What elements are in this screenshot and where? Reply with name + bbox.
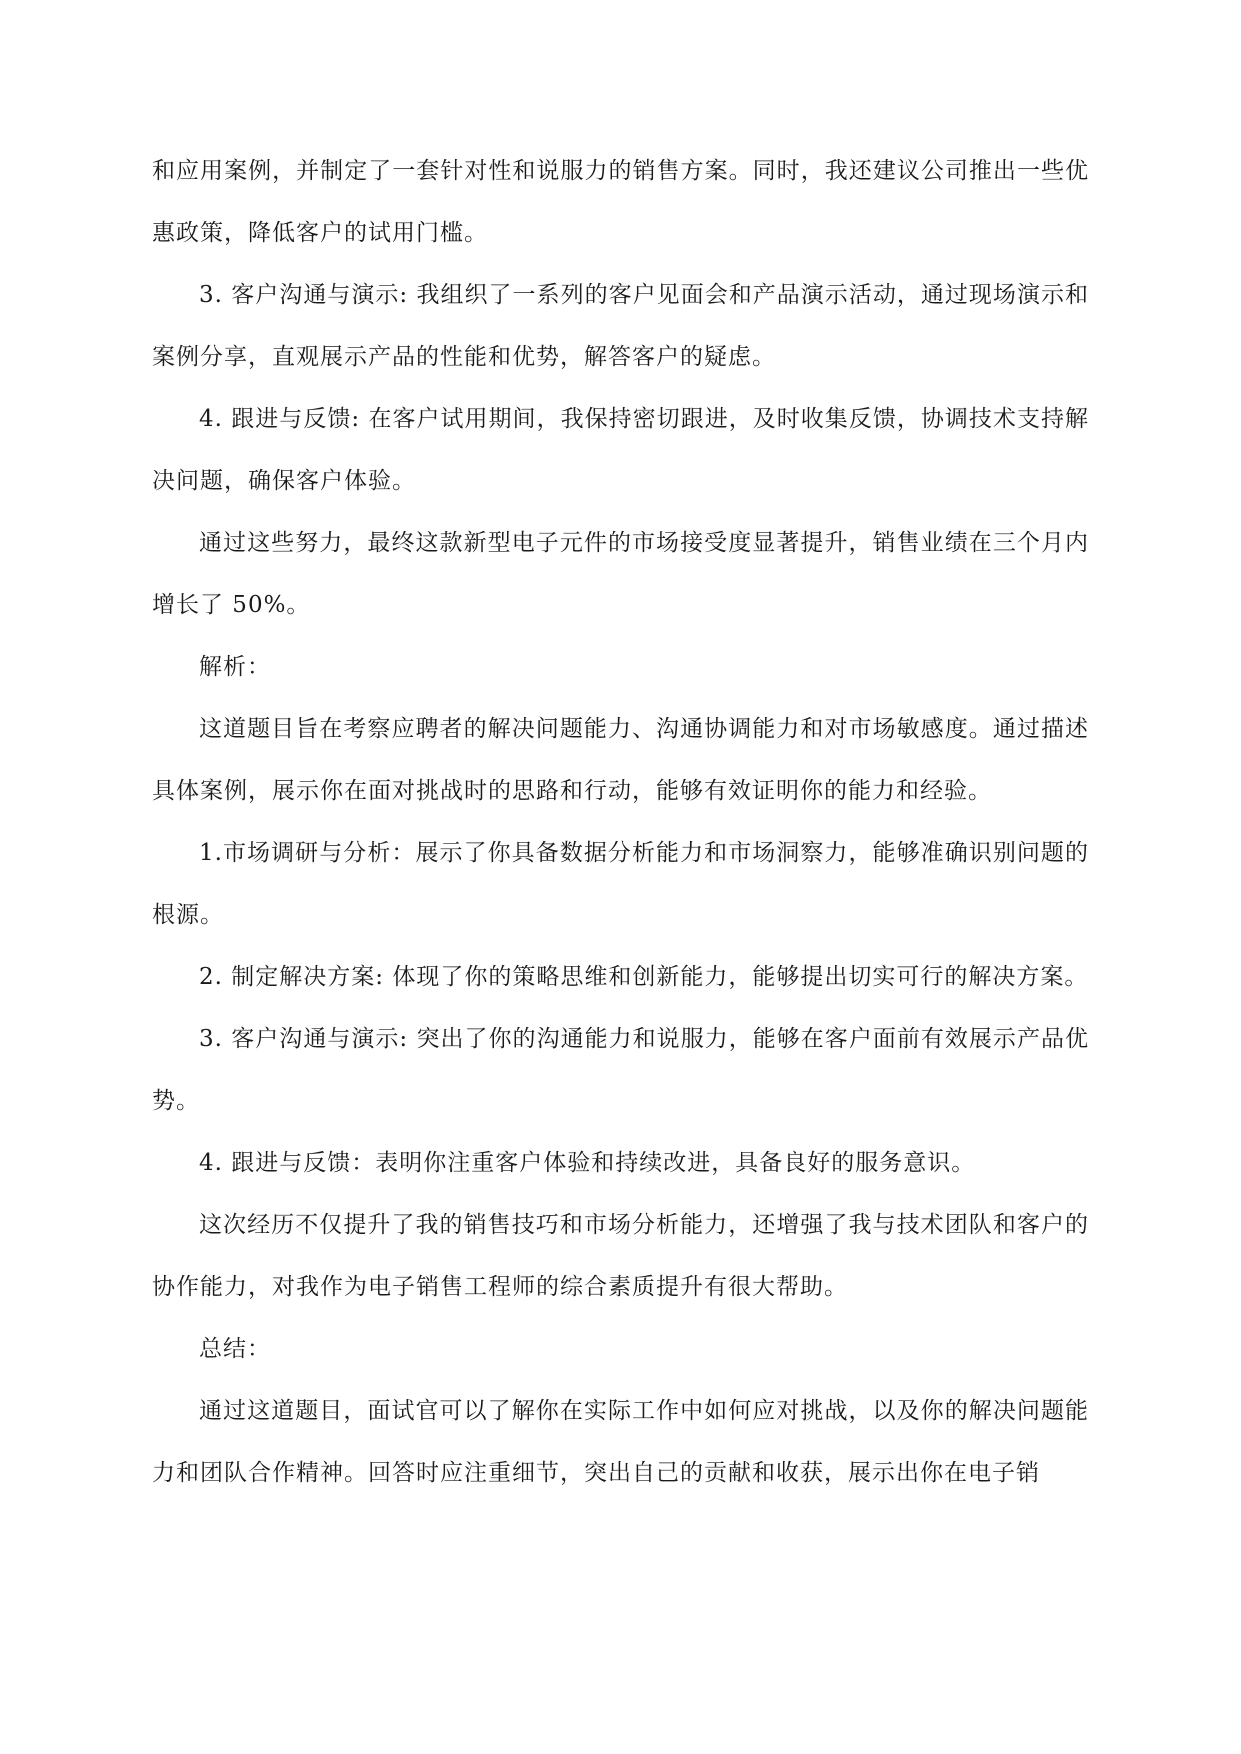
heading-analysis: 解析： <box>199 654 271 680</box>
heading-summary: 总结： <box>199 1336 271 1362</box>
paragraph-analysis-intro: 这道题目旨在考察应聘者的解决问题能力、沟通协调能力和对市场敏感度。通过描述具体案例，展示你在面对挑战时的思路和行动，能够有效证明你的能力和经验。 <box>152 716 1089 804</box>
paragraph-continuation: 和应用案例，并制定了一套针对性和说服力的销售方案。同时，我还建议公司推出一些优惠政策，降低客户的试用门槛。 <box>152 158 1089 246</box>
paragraph-analysis-1: 1.市场调研与分析：展示了你具备数据分析能力和市场洞察力，能够准确识别问题的根源。 <box>152 840 1089 928</box>
paragraph-analysis-2: 2. 制定解决方案: 体现了你的策略思维和创新能力，能够提出切实可行的解决方案。 <box>199 964 1089 990</box>
paragraph-step-3-customer-communication: 3. 客户沟通与演示: 我组织了一系列的客户见面会和产品演示活动，通过现场演示和案例分享，直观展示产品的性能和优势，解答客户的疑虑。 <box>152 282 1089 370</box>
paragraph-outcome: 通过这些努力，最终这款新型电子元件的市场接受度显著提升，销售业绩在三个月内增长了 50%。 <box>152 530 1089 618</box>
paragraph-analysis-3: 3. 客户沟通与演示: 突出了你的沟通能力和说服力，能够在客户面前有效展示产品优势。 <box>152 1026 1089 1114</box>
document-body <box>152 140 1089 1504</box>
paragraph-summary: 通过这道题目，面试官可以了解你在实际工作中如何应对挑战，以及你的解决问题能力和团队合作精神。回答时应注重细节，突出自己的贡献和收获，展示出你在电子销 <box>152 1398 1089 1486</box>
paragraph-analysis-4: 4. 跟进与反馈：表明你注重客户体验和持续改进，具备良好的服务意识。 <box>199 1150 976 1176</box>
paragraph-experience: 这次经历不仅提升了我的销售技巧和市场分析能力，还增强了我与技术团队和客户的协作能力，对我作为电子销售工程师的综合素质提升有很大帮助。 <box>152 1212 1089 1300</box>
paragraph-step-4-follow-up: 4. 跟进与反馈: 在客户试用期间，我保持密切跟进，及时收集反馈，协调技术支持解决问题，确保客户体验。 <box>152 406 1089 494</box>
